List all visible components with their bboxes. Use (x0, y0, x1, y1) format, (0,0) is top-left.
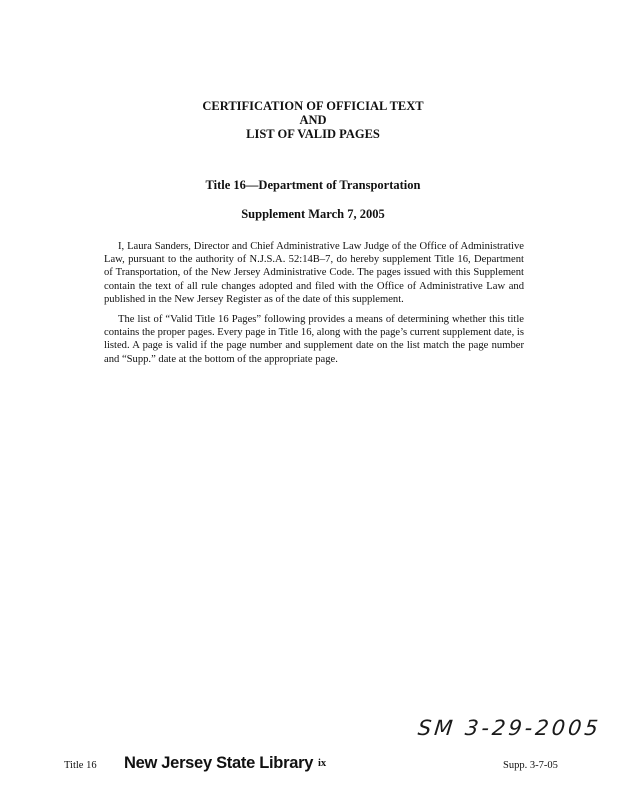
certification-heading (0, 99, 626, 141)
handwritten-date-note: SM 3-29-2005 (416, 716, 603, 740)
footer-title: Title 16 (64, 760, 97, 771)
page-number: ix (318, 758, 327, 769)
heading-line-2: AND (299, 113, 327, 127)
heading-line-3: LIST OF VALID PAGES (246, 127, 380, 141)
certification-paragraph: I, Laura Sanders, Director and Chief Administrative Law Judge of the Office of Administrative Law, pursuant to the authority of N.J.S.A. 52:14B–7, do hereby supplement Title 16, Department of Transportation, of the New Jersey Administrative Code. The pages issued with this Supplement contain the text of all rule changes adopted and filed with the Office of Administrative Law and published in the New Jersey Register as of the date of this supplement. (104, 241, 524, 305)
library-stamp: New Jersey State Library (124, 754, 314, 772)
supplement-heading: Supplement March 7, 2005 (241, 207, 385, 221)
valid-pages-paragraph: The list of “Valid Title 16 Pages” following provides a means of determining whether this title contains the proper pages. Every page in Title 16, along with the page’s current supplement date, is listed. A page is valid if the page number and supplement date on the list match the page number and “Supp.” date at the bottom of the appropriate page. (104, 314, 524, 365)
heading-line-1: CERTIFICATION OF OFFICIAL TEXT (202, 99, 424, 113)
title-heading: Title 16—Department of Transportation (205, 178, 421, 192)
footer-supplement-date: Supp. 3-7-05 (503, 760, 558, 771)
